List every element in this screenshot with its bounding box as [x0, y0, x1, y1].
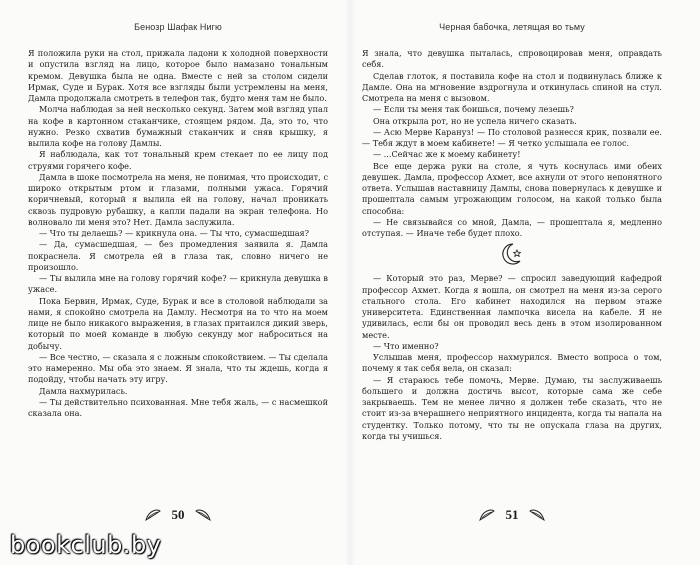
paragraph: Я знала, что девушка пыталась, спровоцировав меня, оправдать себя. [362, 48, 662, 70]
paragraph: — Что именно? [373, 340, 439, 351]
paragraph: — Не связывайся со мной, Дамла, — прошептала я, медленно отступая. — Иначе тебе будет плохо. [362, 216, 662, 238]
paragraph: — Асю Мерве Карануз! — По столовой разнесся крик, позвали ее. — Тебя ждут в моем кабинете! — Я четко услышала ее голос. [362, 126, 662, 148]
leaf-flourish-icon [478, 508, 496, 522]
paragraph: Она открыла рот, но не успела ничего сказать. [373, 115, 577, 126]
leaf-flourish-icon [144, 508, 162, 522]
left-folio [28, 506, 328, 528]
paragraph: Сделав глоток, я поставила кофе на стол и подвинулась ближе к Дамле. Она на мгновение вздрогнула и откинулась спиной на стул. Смотрела на меня с вызовом. [362, 70, 662, 103]
paragraph: Услышав меня, профессор нахмурился. Вместо вопроса о том, почему я так себя вела, он сказал: [362, 352, 662, 374]
crescent-moon-star-icon [498, 241, 526, 267]
paragraph: Я наблюдала, как тот тональный крем стекает по ее лицу под струями горячего кофе. [28, 149, 328, 171]
right-page-number: 51 [505, 507, 519, 523]
right-body-text-top [362, 48, 662, 239]
left-page-number: 50 [171, 507, 185, 523]
paragraph: — Что ты делаешь? — крикнула она. — Ты что, сумасшедшая? [39, 228, 310, 238]
paragraph: — Ты действительно психованная. Мне тебя жаль, — с насмешкой сказала она. [28, 396, 328, 418]
page-gutter [345, 0, 355, 565]
paragraph: — Я стараюсь тебе помочь, Мерве. Думаю, ты заслуживаешь большего и должна достичь высот, которые сама же себе закрываешь. Тем не менее лично я должен тебе сказать, что не стоит из-за вчерашнего неприятного инцидента, когда ты напала на студентку. Только потому, что ты не опускала глаза на других, когда ты учишься. [362, 374, 662, 441]
paragraph: — Который это раз, Мерве? — спросил заведующий кафедрой профессор Ахмет. Когда я вошла, он смотрел на меня из-за серого стального стола. Его кабинет находился на первом этаже университета. Единственная лампочка висела на кабеле. Я не удивилась, если бы он проводил весь день в этом изолированном месте. [362, 273, 662, 340]
paragraph: Пока Бервин, Ирмак, Суде, Бурак и все в столовой наблюдали за нами, я спокойно смотрела на Дамлу. Несмотря на то что на моем лице не было никакого выражения, в глазах притаился дикий зверь, который по моей команде в любую секунду мог наброситься на добычу. [28, 295, 328, 351]
right-page [362, 22, 662, 532]
paragraph: — Ты вылила мне на голову горячий кофе? — крикнула девушка в ужасе. [28, 273, 328, 295]
left-running-head: Бенозр Шафак Нигю [134, 22, 222, 32]
paragraph: — ...Сейчас же к моему кабинету! [373, 149, 521, 160]
paragraph: Дамла в шоке посмотрела на меня, не понимая, что происходит, с широко открытым ртом и глазами, полными ужаса. Горячий коричневый, который я вылила ей на голову, начал проникать сквозь пудровую рубашку, а капли падали на экран телефона. Но волновало ли меня это? Нет. Дамла заслужила. [28, 171, 328, 227]
right-running-head: Черная бабочка, летящая во тьму [439, 22, 585, 32]
paragraph: Дамла нахмурилась. [39, 385, 128, 396]
paragraph: — Все честно, — сказала я с ложным спокойствием. — Ты сделала это намеренно. Мы оба это знаем. Я знала, что ты ждешь, когда я подойду, чтобы начать эту игру. [28, 351, 328, 385]
leaf-flourish-icon [528, 508, 546, 522]
paragraph: — Если ты меня так боишься, почему лезешь? [373, 104, 574, 115]
right-body-text-bottom [362, 273, 662, 442]
section-ornament [362, 241, 662, 267]
paragraph: Молча наблюдая за ней несколько секунд. Затем мой взгляд упал на кофе в картонном стаканчике, стоящем рядом. Да, это то, что нужно. Резко схватив бумажный стаканчик и сняв крышку, я вылила кофе на голову Дамлы. [28, 104, 328, 148]
site-watermark: bookclub.by [10, 531, 162, 559]
paragraph: Все еще держа руки на столе, я чуть коснулась ими обеих девушек. Дамла, профессор Ахмет, все ахнули от этого непонятного ответа. Услышав наставницу Дамлы, снова повернулась к девушке и прошептала самым угрожающим голосом, на какой только была способна: [362, 160, 662, 216]
left-page [28, 22, 328, 532]
left-body-text [28, 48, 328, 419]
paragraph: — Да, сумасшедшая, — без промедления заявила я. Дамла покраснела. Я смотрела ей в глаза так, словно ничего не произошло. [28, 239, 328, 272]
paragraph: Я положила руки на стол, прижала ладони к холодной поверхности и опустила взгляд на лицо, которое было намазано тональным кремом. Девушка была не одна. Вместе с ней за столом сидели Ирмак, Суде и Бурак. Хотя все взгляды были устремлены на меня, Дамла продолжала смотреть в телефон так, будто меня там не было. [28, 48, 328, 103]
right-folio [362, 506, 662, 528]
leaf-flourish-icon [194, 508, 212, 522]
